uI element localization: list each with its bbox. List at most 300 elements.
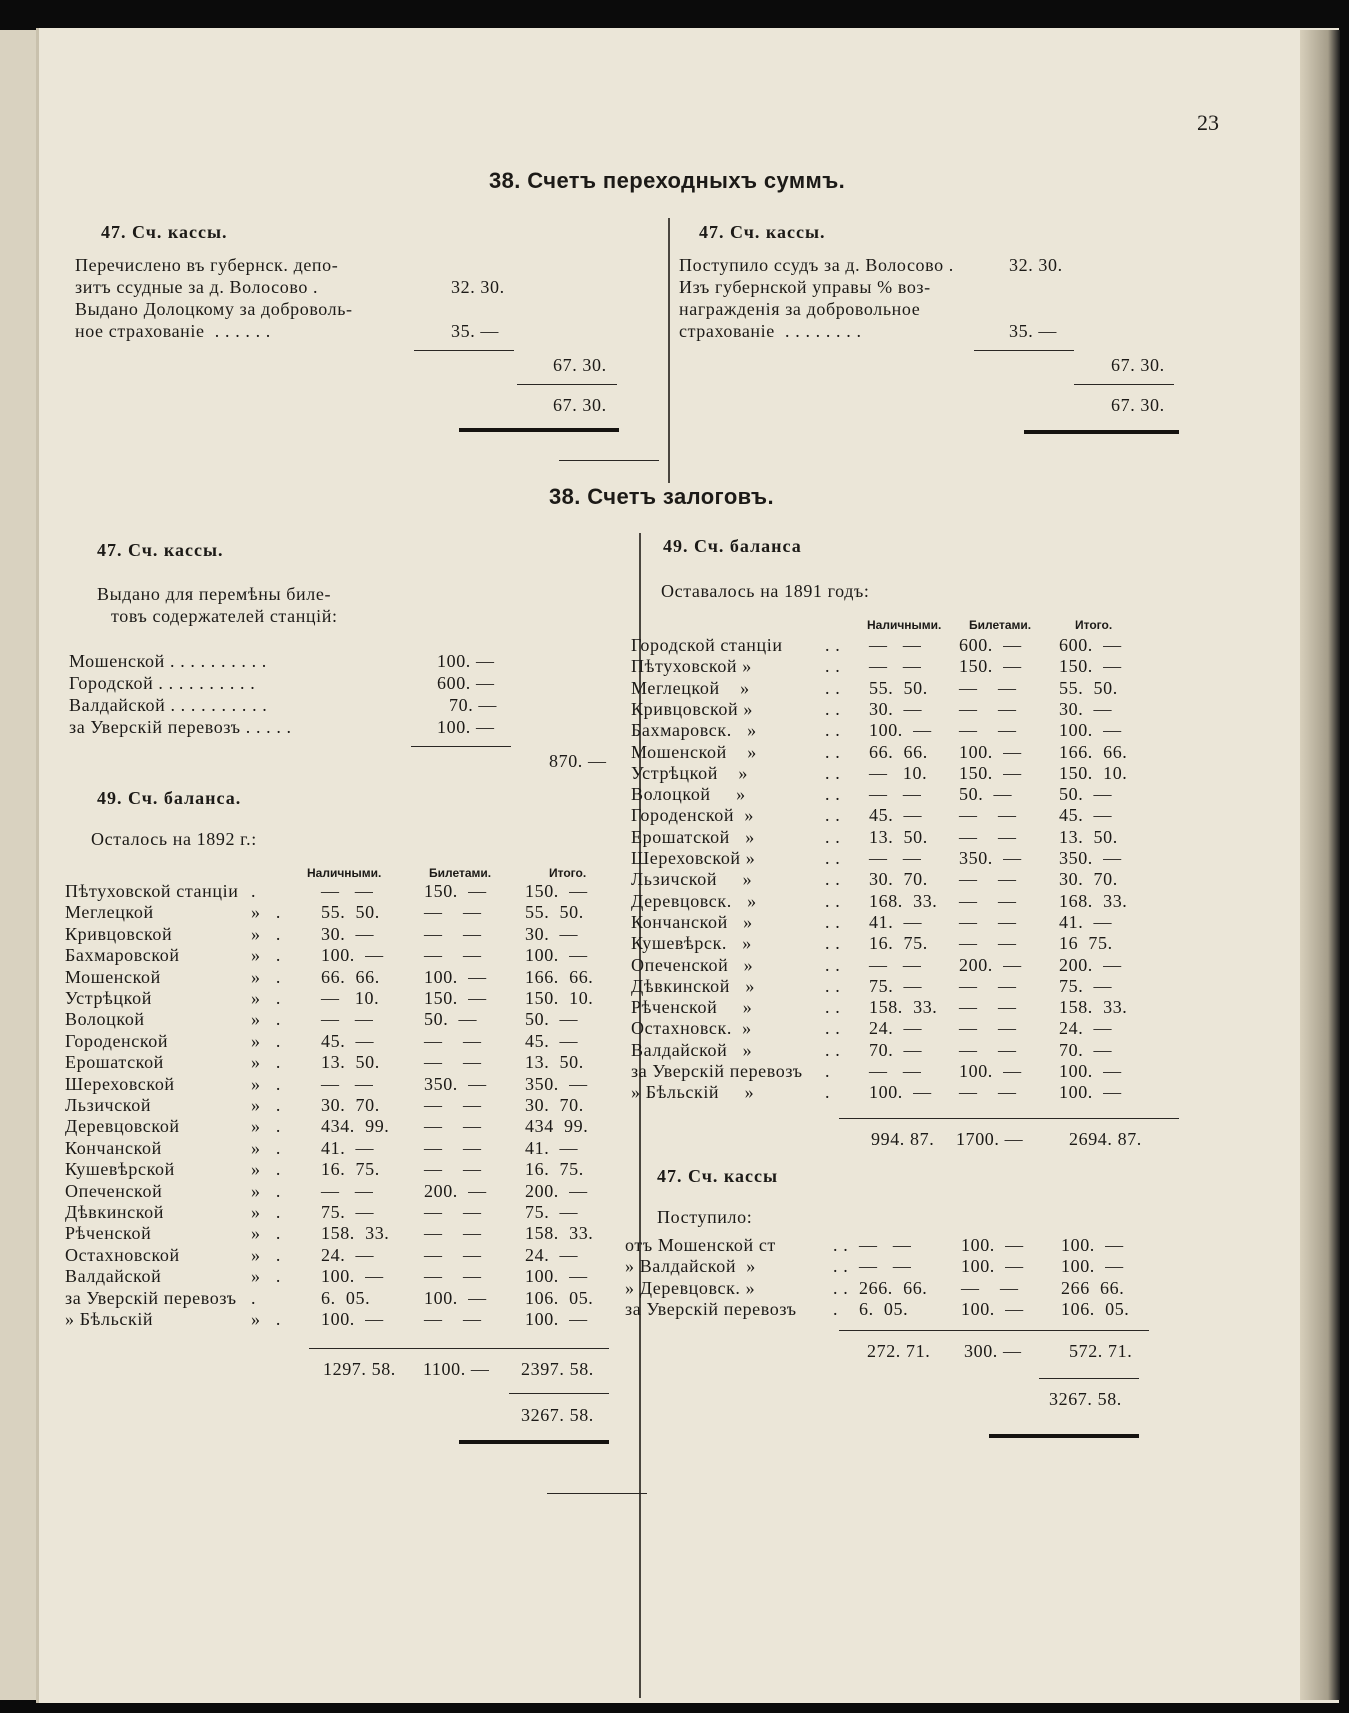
row-dots: . .: [825, 997, 841, 1018]
right-total2-tickets: 300. —: [964, 1341, 1022, 1361]
row-dots: » .: [251, 923, 281, 944]
row-dots: . .: [825, 720, 841, 741]
row-total: 600. —: [1059, 635, 1122, 655]
row-station: Устрѣцкой: [65, 988, 152, 1008]
row-cash: 30. 70.: [321, 1095, 380, 1115]
row-station: Остахновск. »: [631, 1018, 752, 1039]
left-grand-total: 3267. 58.: [521, 1405, 594, 1425]
row-total: 41. —: [1059, 911, 1113, 932]
row-total: 30. 70.: [1059, 869, 1118, 890]
row-dots: » .: [251, 966, 281, 987]
row-cash: 6. 05.: [321, 1287, 371, 1308]
row-total: 45. —: [525, 1030, 579, 1051]
row-cash: — —: [869, 954, 922, 975]
row-station: Рѣченской: [65, 1223, 152, 1244]
row-dots: . .: [833, 1256, 849, 1277]
row-cash: — —: [321, 1180, 374, 1201]
row-station: Волоцкой: [65, 1009, 145, 1030]
row-cash: — —: [859, 1256, 912, 1277]
row-tickets: — —: [424, 923, 482, 944]
row-cash: 45. —: [321, 1030, 375, 1051]
row-total: 70. —: [1059, 1039, 1113, 1060]
s1-right-total: 67. 30.: [1111, 395, 1165, 415]
section1-divider: [668, 218, 670, 483]
row-total: 55. 50.: [525, 902, 584, 923]
row-station: Кривцовской »: [631, 698, 753, 719]
row-station: Опеченской »: [631, 954, 754, 975]
row-cash: 100. —: [869, 1082, 932, 1103]
section2-title: 38. Счетъ залоговъ.: [549, 484, 774, 509]
row-dots: . .: [833, 1277, 849, 1298]
row-cash: — 10.: [869, 762, 928, 783]
row-tickets: — —: [424, 1266, 482, 1287]
row-dots: . .: [825, 635, 841, 655]
row-tickets: — —: [959, 933, 1017, 954]
row-cash: 24. —: [869, 1018, 923, 1039]
rule: [509, 1393, 609, 1394]
double-rule: [1024, 430, 1179, 434]
row-tickets: — —: [959, 826, 1017, 847]
row-station: Дѣвкинской: [65, 1202, 165, 1222]
s2-right-header2: 47. Сч. кассы: [657, 1166, 779, 1186]
item-name: Валдайской . . . . . . . . . .: [69, 695, 268, 715]
row-total: 100. —: [525, 1266, 588, 1287]
row-cash: — —: [869, 848, 922, 868]
s1-right-amount: 32. 30.: [1009, 255, 1063, 275]
row-station: Шереховской: [65, 1073, 175, 1094]
row-total: 150. —: [525, 881, 588, 901]
row-total: 100. —: [1061, 1256, 1124, 1277]
row-tickets: 200. —: [959, 954, 1022, 975]
row-total: 350. —: [1059, 848, 1122, 868]
document-page: [36, 28, 1339, 1703]
row-cash: — —: [869, 656, 922, 677]
s2-left-header: 47. Сч. кассы.: [97, 540, 224, 560]
double-rule: [989, 1434, 1139, 1438]
row-station: Валдайской: [65, 1266, 162, 1287]
row-station: Устрѣцкой »: [631, 762, 748, 783]
row-tickets: — —: [424, 1116, 482, 1137]
row-total: 200. —: [525, 1180, 588, 1201]
rule: [411, 746, 511, 747]
s1-right-line: награжденія за добровольное: [679, 299, 921, 319]
row-station: Ерошатской: [65, 1052, 164, 1073]
row-station: Ерошатской »: [631, 826, 755, 847]
double-rule: [459, 428, 619, 432]
s1-left-total: 67. 30.: [553, 395, 607, 415]
item-name: Городской . . . . . . . . . .: [69, 673, 256, 693]
received-label: Поступило:: [657, 1207, 753, 1227]
row-total: 16 75.: [1059, 933, 1113, 954]
row-cash: 100. —: [321, 945, 384, 966]
row-dots: . .: [825, 890, 841, 911]
s1-left-amount: 32. 30.: [451, 277, 505, 297]
row-tickets: 150. —: [424, 988, 487, 1008]
row-station: Меглецкой: [65, 902, 154, 923]
row-total: 200. —: [1059, 954, 1122, 975]
row-cash: — —: [859, 1235, 912, 1255]
s1-left-subtotal: 67. 30.: [553, 355, 607, 375]
row-total: 266 66.: [1061, 1277, 1125, 1298]
row-station: Деревцовской: [65, 1116, 180, 1137]
row-station: Пѣтуховской »: [631, 656, 752, 677]
row-cash: — —: [869, 1061, 922, 1081]
row-dots: . .: [825, 1018, 841, 1039]
row-station: Пѣтуховской станціи: [65, 881, 239, 901]
row-cash: 16. 75.: [321, 1159, 380, 1180]
row-station: Бахмаровской: [65, 945, 180, 966]
row-dots: » .: [251, 1202, 281, 1222]
col-header: Билетами.: [969, 618, 1032, 632]
row-tickets: — —: [424, 902, 482, 923]
row-total: 100. —: [525, 945, 588, 966]
row-tickets: 100. —: [961, 1235, 1024, 1255]
row-total: 50. —: [525, 1009, 579, 1030]
row-tickets: — —: [959, 805, 1017, 826]
row-tickets: 100. —: [959, 741, 1022, 762]
row-cash: — —: [869, 784, 922, 805]
rule: [517, 384, 617, 385]
row-station: Кушевѣрск. »: [631, 933, 752, 954]
balance-intro: Осталось на 1892 г.:: [91, 829, 257, 849]
balance-intro: Оставалось на 1891 годъ:: [661, 581, 870, 601]
rule: [839, 1118, 1179, 1119]
row-cash: 66. 66.: [321, 966, 380, 987]
s1-left-header: 47. Сч. кассы.: [101, 222, 228, 242]
row-dots: » .: [251, 988, 281, 1008]
row-dots: . .: [833, 1235, 849, 1255]
s1-left-line: зитъ ссудные за д. Волосово .: [75, 277, 319, 297]
row-dots: . .: [825, 848, 841, 868]
row-station: » Бѣльскій: [65, 1309, 154, 1329]
row-total: 30. 70.: [525, 1095, 584, 1115]
row-total: 16. 75.: [525, 1159, 584, 1180]
row-dots: . .: [825, 784, 841, 805]
left-total-cash: 1297. 58.: [323, 1359, 396, 1379]
row-tickets: — —: [959, 890, 1017, 911]
row-cash: 75. —: [321, 1202, 375, 1222]
row-total: 100. —: [1059, 720, 1122, 741]
row-tickets: 100. —: [961, 1298, 1024, 1319]
row-dots: . .: [825, 762, 841, 783]
row-total: 100. —: [1059, 1082, 1122, 1103]
row-dots: . .: [825, 826, 841, 847]
separator-rule: [547, 1493, 647, 1494]
row-tickets: — —: [424, 1309, 482, 1329]
row-cash: 41. —: [869, 911, 923, 932]
row-dots: . .: [825, 1039, 841, 1060]
row-dots: » .: [251, 1223, 281, 1244]
row-cash: 13. 50.: [321, 1052, 380, 1073]
row-dots: . .: [825, 911, 841, 932]
row-tickets: — —: [961, 1277, 1019, 1298]
separator-rule: [559, 460, 659, 461]
col-header: Билетами.: [429, 866, 492, 880]
row-dots: .: [833, 1298, 839, 1319]
col-header: Наличными.: [867, 618, 942, 632]
row-dots: . .: [825, 954, 841, 975]
row-cash: 16. 75.: [869, 933, 928, 954]
row-cash: 168. 33.: [869, 890, 938, 911]
row-total: 150. 10.: [525, 988, 594, 1008]
row-station: Шереховской »: [631, 848, 756, 868]
row-station: Рѣченской »: [631, 997, 753, 1018]
row-cash: 55. 50.: [321, 902, 380, 923]
row-station: Льзичской »: [631, 869, 753, 890]
row-total: 106. 05.: [1061, 1298, 1130, 1319]
row-dots: » .: [251, 1052, 281, 1073]
row-cash: 158. 33.: [321, 1223, 390, 1244]
row-tickets: 600. —: [959, 635, 1022, 655]
row-total: 100. —: [525, 1309, 588, 1329]
row-total: 30. —: [525, 923, 579, 944]
row-cash: 55. 50.: [869, 677, 928, 698]
row-station: Меглецкой »: [631, 677, 750, 698]
row-station: Мошенской »: [631, 741, 757, 762]
row-cash: — —: [321, 1073, 374, 1094]
row-tickets: — —: [959, 1018, 1017, 1039]
row-station: » Валдайской »: [625, 1256, 756, 1277]
row-dots: .: [825, 1082, 831, 1103]
row-cash: 24. —: [321, 1244, 375, 1265]
s1-right-header: 47. Сч. кассы.: [699, 222, 826, 242]
row-dots: . .: [825, 933, 841, 954]
row-tickets: — —: [959, 1039, 1017, 1060]
row-tickets: — —: [424, 1052, 482, 1073]
row-dots: » .: [251, 1266, 281, 1287]
row-dots: » .: [251, 1309, 281, 1329]
row-tickets: — —: [424, 1095, 482, 1115]
row-total: 350. —: [525, 1073, 588, 1094]
row-tickets: 150. —: [424, 881, 487, 901]
rule: [414, 350, 514, 351]
row-tickets: — —: [424, 1202, 482, 1222]
page-number: 23: [1197, 110, 1219, 135]
rule: [1074, 384, 1174, 385]
row-dots: » .: [251, 1159, 281, 1180]
row-tickets: — —: [424, 1223, 482, 1244]
row-cash: 6. 05.: [859, 1298, 909, 1319]
row-station: Льзичской: [65, 1095, 152, 1115]
row-total: 150. —: [1059, 656, 1122, 677]
row-dots: » .: [251, 1009, 281, 1030]
row-total: 100. —: [1061, 1235, 1124, 1255]
row-tickets: 150. —: [959, 762, 1022, 783]
row-dots: » .: [251, 1095, 281, 1115]
item-name: Мошенской . . . . . . . . . .: [69, 651, 267, 671]
row-total: 30. —: [1059, 698, 1113, 719]
row-tickets: — —: [959, 997, 1017, 1018]
left-total-tickets: 1100. —: [423, 1359, 490, 1379]
row-tickets: 50. —: [959, 784, 1013, 805]
row-station: Кончанской »: [631, 911, 753, 932]
row-dots: » .: [251, 1137, 281, 1158]
row-station: за Уверскій перевозъ: [625, 1298, 797, 1319]
row-cash: 30. —: [321, 923, 375, 944]
s2-left-intro: товъ содержателей станцій:: [111, 606, 338, 626]
row-total: 166. 66.: [1059, 741, 1128, 762]
row-dots: . .: [825, 677, 841, 698]
s1-left-line: Выдано Долоцкому за доброволь-: [75, 299, 353, 319]
row-tickets: — —: [424, 945, 482, 966]
row-station: Валдайской »: [631, 1039, 753, 1060]
row-total: 13. 50.: [1059, 826, 1118, 847]
row-total: 75. —: [525, 1202, 579, 1222]
row-tickets: — —: [424, 1137, 482, 1158]
row-station: Бахмаровск. »: [631, 720, 757, 741]
row-station: Городенской »: [631, 805, 754, 826]
item-amount: 100. —: [437, 717, 495, 737]
row-dots: » .: [251, 1244, 281, 1265]
row-dots: » .: [251, 945, 281, 966]
rule: [1039, 1378, 1139, 1379]
right-grand-total: 3267. 58.: [1049, 1389, 1122, 1409]
row-station: Мошенской: [65, 966, 161, 987]
row-total: 158. 33.: [1059, 997, 1128, 1018]
left-total-sum: 2397. 58.: [521, 1359, 594, 1379]
row-cash: 75. —: [869, 975, 923, 996]
row-dots: » .: [251, 1030, 281, 1051]
s2-left-intro: Выдано для перемѣны биле-: [97, 584, 332, 604]
s2-right-header: 49. Сч. баланса: [663, 536, 802, 556]
row-station: за Уверскій перевозъ: [631, 1061, 803, 1081]
row-station: Кончанской: [65, 1137, 162, 1158]
s1-right-line: Поступило ссудъ за д. Волосово .: [679, 255, 954, 275]
row-total: 434 99.: [525, 1116, 589, 1137]
row-cash: — —: [321, 1009, 374, 1030]
row-cash: 434. 99.: [321, 1116, 390, 1137]
col-header: Итого.: [549, 866, 587, 880]
right-total-sum: 2694. 87.: [1069, 1129, 1142, 1149]
rule: [839, 1330, 1149, 1331]
rule: [974, 350, 1074, 351]
row-cash: — 10.: [321, 988, 380, 1008]
row-tickets: 150. —: [959, 656, 1022, 677]
row-tickets: — —: [959, 720, 1017, 741]
row-total: 75. —: [1059, 975, 1113, 996]
row-dots: . .: [825, 869, 841, 890]
row-station: Городской станціи: [631, 635, 783, 655]
row-station: Дѣвкинской »: [631, 975, 755, 996]
row-tickets: — —: [424, 1030, 482, 1051]
row-total: 168. 33.: [1059, 890, 1128, 911]
row-total: 106. 05.: [525, 1287, 594, 1308]
row-cash: 30. —: [869, 698, 923, 719]
page-edge: [1300, 30, 1340, 1700]
s1-right-subtotal: 67. 30.: [1111, 355, 1165, 375]
row-dots: » .: [251, 1116, 281, 1137]
section1-title: 38. Счетъ переходныхъ суммъ.: [489, 168, 846, 193]
row-tickets: 50. —: [424, 1009, 478, 1030]
s1-left-line: Перечислено въ губернск. депо-: [75, 255, 339, 275]
row-station: Городенской: [65, 1030, 169, 1051]
right-total2-cash: 272. 71.: [867, 1341, 931, 1361]
row-total: 24. —: [525, 1244, 579, 1265]
row-station: за Уверскій перевозъ: [65, 1287, 237, 1308]
row-tickets: — —: [959, 911, 1017, 932]
row-cash: 41. —: [321, 1137, 375, 1158]
row-tickets: 100. —: [959, 1061, 1022, 1081]
s2-left-header2: 49. Сч. баланса.: [97, 788, 242, 808]
row-tickets: 100. —: [424, 1287, 487, 1308]
row-total: 158. 33.: [525, 1223, 594, 1244]
row-dots: .: [251, 1287, 257, 1308]
right-total2-sum: 572. 71.: [1069, 1341, 1133, 1361]
row-cash: 70. —: [869, 1039, 923, 1060]
row-station: Остахновской: [65, 1244, 180, 1265]
row-dots: .: [825, 1061, 831, 1081]
row-station: отъ Мошенской ст: [625, 1235, 776, 1255]
row-total: 100. —: [1059, 1061, 1122, 1081]
item-amount: 600. —: [437, 673, 495, 693]
row-tickets: 350. —: [959, 848, 1022, 868]
row-station: » Бѣльскій »: [631, 1082, 755, 1103]
row-station: Опеченской: [65, 1180, 163, 1201]
s1-left-amount: 35. —: [451, 321, 499, 341]
row-dots: . .: [825, 975, 841, 996]
row-dots: » .: [251, 1073, 281, 1094]
s1-right-amount: 35. —: [1009, 321, 1057, 341]
row-cash: 45. —: [869, 805, 923, 826]
double-rule: [459, 1440, 609, 1444]
row-tickets: — —: [424, 1159, 482, 1180]
row-tickets: — —: [959, 869, 1017, 890]
row-cash: 100. —: [321, 1309, 384, 1329]
row-tickets: — —: [959, 975, 1017, 996]
row-cash: 100. —: [321, 1266, 384, 1287]
row-tickets: — —: [424, 1244, 482, 1265]
col-header: Итого.: [1075, 618, 1113, 632]
row-total: 50. —: [1059, 784, 1113, 805]
row-total: 150. 10.: [1059, 762, 1128, 783]
row-tickets: — —: [959, 1082, 1017, 1103]
row-tickets: — —: [959, 698, 1017, 719]
row-dots: . .: [825, 698, 841, 719]
row-station: Деревцовск. »: [631, 890, 757, 911]
row-cash: 30. 70.: [869, 869, 928, 890]
item-amount: 100. —: [437, 651, 495, 671]
row-dots: . .: [825, 656, 841, 677]
s1-right-line: Изъ губернской управы % воз-: [679, 277, 931, 297]
rule: [309, 1348, 609, 1349]
row-tickets: 200. —: [424, 1180, 487, 1201]
row-dots: » .: [251, 1180, 281, 1201]
row-total: 166. 66.: [525, 966, 594, 987]
item-amount: 70. —: [449, 695, 497, 715]
right-total-tickets: 1700. —: [956, 1129, 1024, 1149]
row-dots: .: [251, 881, 257, 901]
row-station: Волоцкой »: [631, 784, 746, 805]
row-station: » Деревцовск. »: [625, 1277, 756, 1298]
row-dots: » .: [251, 902, 281, 923]
row-station: Кривцовской: [65, 923, 173, 944]
row-cash: 66. 66.: [869, 741, 928, 762]
row-cash: — —: [321, 881, 374, 901]
col-header: Наличными.: [307, 866, 382, 880]
row-total: 45. —: [1059, 805, 1113, 826]
row-total: 13. 50.: [525, 1052, 584, 1073]
row-cash: 158. 33.: [869, 997, 938, 1018]
row-station: Кушевѣрской: [65, 1159, 175, 1180]
row-tickets: 350. —: [424, 1073, 487, 1094]
row-dots: . .: [825, 805, 841, 826]
s1-right-line: страхованіе . . . . . . . .: [679, 321, 862, 341]
row-cash: 266. 66.: [859, 1277, 928, 1298]
row-total: 24. —: [1059, 1018, 1113, 1039]
row-tickets: 100. —: [424, 966, 487, 987]
row-tickets: — —: [959, 677, 1017, 698]
row-total: 41. —: [525, 1137, 579, 1158]
